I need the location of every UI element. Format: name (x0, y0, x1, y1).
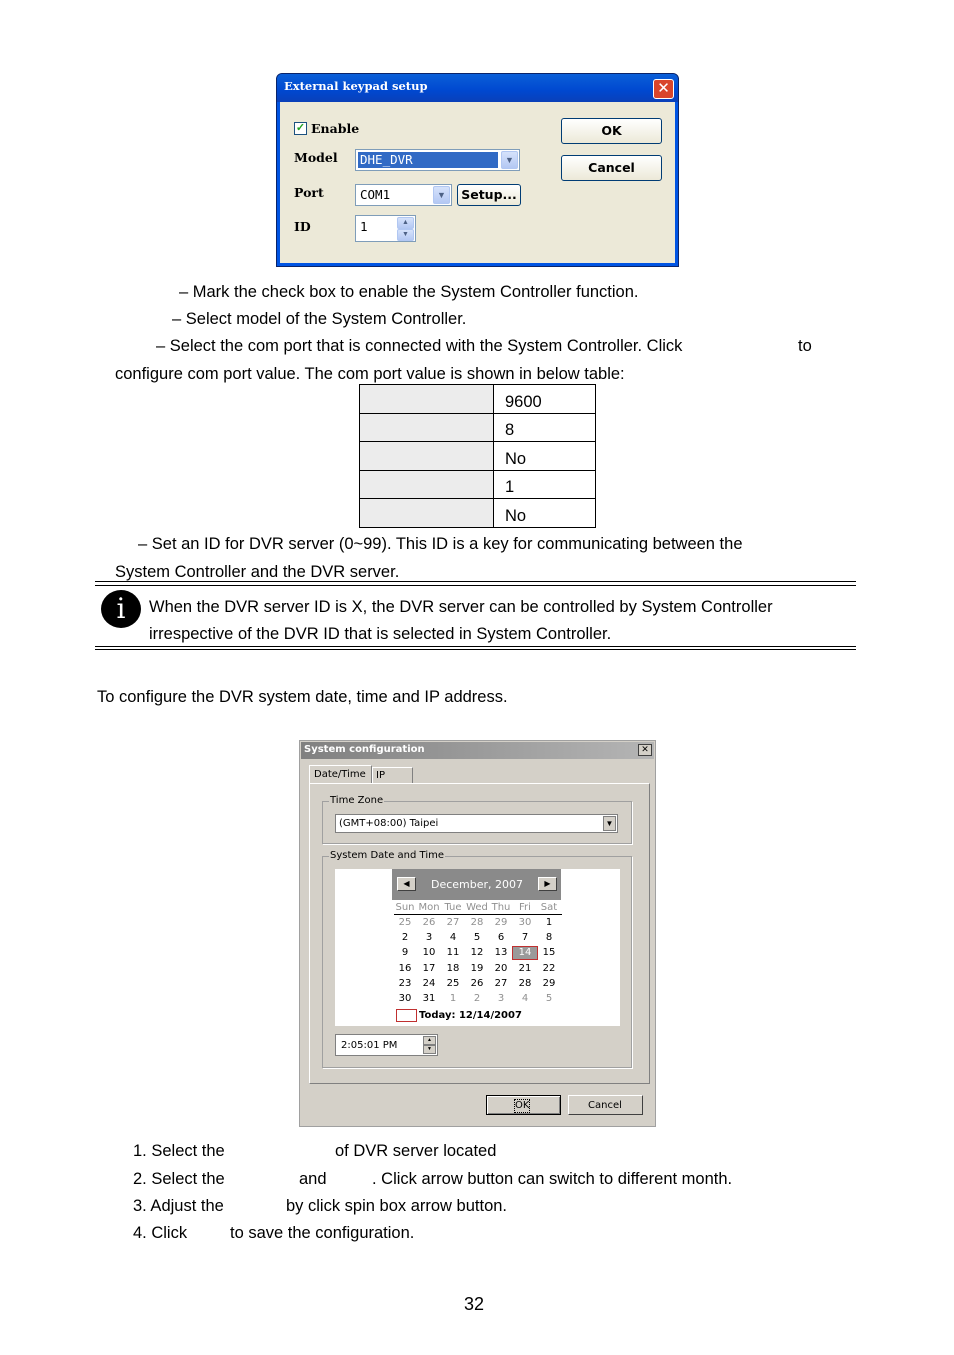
weekday-label: Thu (491, 902, 511, 913)
external-keypad-dialog (276, 73, 679, 267)
month-label: December, 2007 (431, 878, 524, 891)
weekday-divider (394, 914, 562, 915)
chevron-down-icon[interactable]: ▼ (603, 816, 616, 831)
calendar-day[interactable]: 31 (422, 993, 436, 1004)
note-bottom-rule (95, 649, 856, 650)
dialog-title-bar[interactable] (301, 742, 654, 759)
calendar (335, 869, 620, 1026)
table-row (360, 499, 596, 528)
step-3-b: by click spin box arrow button. (286, 1197, 508, 1215)
weekday-label: Mon (418, 902, 440, 913)
calendar-day[interactable]: 7 (521, 932, 529, 944)
calendar-day[interactable]: 15 (542, 947, 556, 959)
spin-up-icon[interactable]: ▲ (423, 1036, 436, 1045)
calendar-day[interactable]: 22 (542, 962, 556, 974)
table-key (360, 385, 494, 414)
calendar-day[interactable]: 26 (470, 977, 484, 989)
calendar-day[interactable]: 5 (473, 932, 481, 944)
step-2-a: 2. Select the (133, 1170, 225, 1188)
chevron-down-icon[interactable]: ▼ (501, 151, 518, 169)
calendar-day[interactable]: 25 (446, 977, 460, 989)
calendar-day[interactable]: 5 (545, 993, 553, 1004)
calendar-day[interactable]: 19 (470, 962, 484, 974)
time-zone-value: (GMT+08:00) Taipei (339, 818, 439, 829)
spin-down-icon[interactable]: ▼ (397, 229, 414, 241)
calendar-day[interactable]: 6 (497, 932, 505, 944)
calendar-day[interactable]: 28 (470, 917, 484, 928)
calendar-day[interactable]: 10 (422, 947, 436, 959)
calendar-day[interactable]: 2 (473, 993, 481, 1004)
close-icon[interactable]: ✕ (653, 79, 674, 99)
spin-up-icon[interactable]: ▲ (397, 217, 414, 229)
calendar-day[interactable]: 2 (401, 932, 409, 944)
note-line-1: When the DVR server ID is X, the DVR server can be controlled by System Controller (149, 598, 773, 616)
enable-description: – Mark the check box to enable the System Controller function. (179, 283, 639, 301)
calendar-day[interactable]: 9 (401, 947, 409, 959)
model-select[interactable] (355, 149, 520, 171)
prev-month-icon[interactable]: ◀ (397, 877, 416, 891)
note-top-rule (95, 581, 856, 582)
table-key (360, 413, 494, 442)
port-description-cont: configure com port value. The com port value is shown in below table: (115, 365, 625, 383)
today-label[interactable]: Today: 12/14/2007 (419, 1010, 522, 1021)
table-key (360, 442, 494, 471)
weekday-label: Fri (519, 902, 531, 913)
ok-button[interactable]: OK (561, 118, 662, 144)
calendar-day[interactable]: 27 (494, 977, 508, 989)
id-description-cont: System Controller and the DVR server. (115, 563, 400, 581)
weekday-label: Wed (466, 902, 488, 913)
note-bottom-rule-inner (95, 646, 856, 647)
calendar-day[interactable]: 17 (422, 962, 436, 974)
port-description-end: to (798, 337, 812, 355)
calendar-day[interactable]: 21 (518, 962, 532, 974)
spin-down-icon[interactable]: ▼ (423, 1045, 436, 1054)
dialog-title: System configuration (304, 744, 425, 755)
calendar-day[interactable]: 23 (398, 977, 412, 989)
table-value: 9600 (494, 385, 596, 414)
step-4-a: 4. Click (133, 1224, 188, 1242)
time-zone-label: Time Zone (330, 795, 384, 806)
close-icon[interactable]: ✕ (638, 744, 652, 756)
tab-panel (309, 783, 650, 1084)
table-value: 8 (494, 413, 596, 442)
system-configuration-dialog (299, 740, 656, 1127)
port-select[interactable] (355, 184, 452, 206)
calendar-day[interactable]: 29 (542, 977, 556, 989)
step-2-b: and (299, 1170, 327, 1188)
calendar-day[interactable]: 25 (398, 917, 412, 928)
dialog-title: External keypad setup (284, 79, 428, 93)
date-time-label: System Date and Time (330, 850, 445, 861)
calendar-day[interactable]: 28 (518, 977, 532, 989)
calendar-day[interactable]: 1 (545, 917, 553, 928)
model-value: DHE_DVR (358, 152, 498, 168)
weekday-label: Sat (540, 902, 558, 913)
setup-button[interactable]: Setup... (457, 184, 521, 206)
step-2-c: . Click arrow button can switch to different month. (372, 1170, 733, 1188)
id-value: 1 (360, 219, 368, 234)
calendar-day[interactable]: 20 (494, 962, 508, 974)
time-value: 2:05:01 PM (341, 1040, 398, 1051)
calendar-day[interactable]: 16 (398, 962, 412, 974)
next-month-icon[interactable]: ▶ (538, 877, 557, 891)
tab-ip[interactable]: IP (372, 767, 413, 783)
port-label: Port (294, 185, 324, 200)
calendar-day[interactable]: 3 (425, 932, 433, 944)
calendar-day[interactable]: 8 (545, 932, 553, 944)
calendar-day[interactable]: 1 (449, 993, 457, 1004)
calendar-day[interactable]: 29 (494, 917, 508, 928)
table-row (360, 470, 596, 499)
id-description: – Set an ID for DVR server (0~99). This ID is a key for communicating between the (138, 535, 743, 553)
page-number: 32 (464, 1294, 485, 1314)
time-zone-group (322, 795, 632, 844)
time-zone-select[interactable] (335, 814, 618, 833)
calendar-day[interactable]: 27 (446, 917, 460, 928)
dialog-title-bar[interactable] (277, 74, 678, 102)
step-1-a: 1. Select the (133, 1142, 225, 1160)
table-value: 1 (494, 470, 596, 499)
time-spinbox[interactable] (335, 1034, 438, 1056)
weekday-label: Tue (444, 902, 462, 913)
table-row (360, 442, 596, 471)
calendar-day[interactable]: 24 (422, 977, 436, 989)
enable-checkbox[interactable]: ✓ (295, 122, 306, 134)
table-key (360, 470, 494, 499)
port-value: COM1 (360, 187, 391, 202)
id-label: ID (294, 219, 311, 234)
calendar-day[interactable]: 30 (398, 993, 412, 1004)
calendar-day[interactable]: 30 (518, 917, 532, 928)
dialog-client (280, 102, 675, 263)
config-intro: To configure the DVR system date, time and IP address. (97, 688, 508, 706)
note-line-2: irrespective of the DVR ID that is selected in System Controller. (149, 625, 612, 643)
date-time-group (322, 850, 632, 1068)
model-label: Model (294, 150, 338, 165)
weekday-label: Sun (395, 902, 415, 913)
id-spinbox[interactable] (355, 215, 416, 242)
chevron-down-icon[interactable]: ▼ (433, 186, 450, 204)
calendar-day[interactable]: 3 (497, 993, 505, 1004)
ok-button[interactable]: OK (486, 1095, 561, 1115)
calendar-header (392, 869, 561, 900)
calendar-day[interactable]: 4 (521, 993, 529, 1004)
cancel-button[interactable]: Cancel (568, 1095, 643, 1115)
cancel-button[interactable]: Cancel (561, 155, 662, 181)
step-1-b: of DVR server located (335, 1142, 497, 1160)
port-description: – Select the com port that is connected with the System Controller. Click (156, 337, 683, 355)
table-value: No (494, 499, 596, 528)
table-row (360, 413, 596, 442)
table-value: No (494, 442, 596, 471)
calendar-day[interactable]: 14 (513, 947, 537, 959)
com-port-table (359, 384, 596, 528)
calendar-day[interactable]: 26 (422, 917, 436, 928)
step-4-b: to save the configuration. (230, 1224, 415, 1242)
step-3-a: 3. Adjust the (133, 1197, 224, 1215)
calendar-day[interactable]: 4 (449, 932, 457, 944)
table-key (360, 499, 494, 528)
calendar-day[interactable]: 12 (470, 947, 484, 959)
table-row (360, 385, 596, 414)
calendar-day[interactable]: 18 (446, 962, 460, 974)
note-top-rule-inner (95, 585, 856, 586)
tab-date-time[interactable]: Date/Time (309, 765, 372, 784)
enable-label: Enable (311, 121, 360, 136)
info-icon: i (101, 590, 141, 628)
model-description: – Select model of the System Controller. (172, 310, 467, 328)
calendar-day[interactable]: 11 (446, 947, 460, 959)
today-marker (396, 1009, 417, 1022)
calendar-day[interactable]: 13 (494, 947, 508, 959)
